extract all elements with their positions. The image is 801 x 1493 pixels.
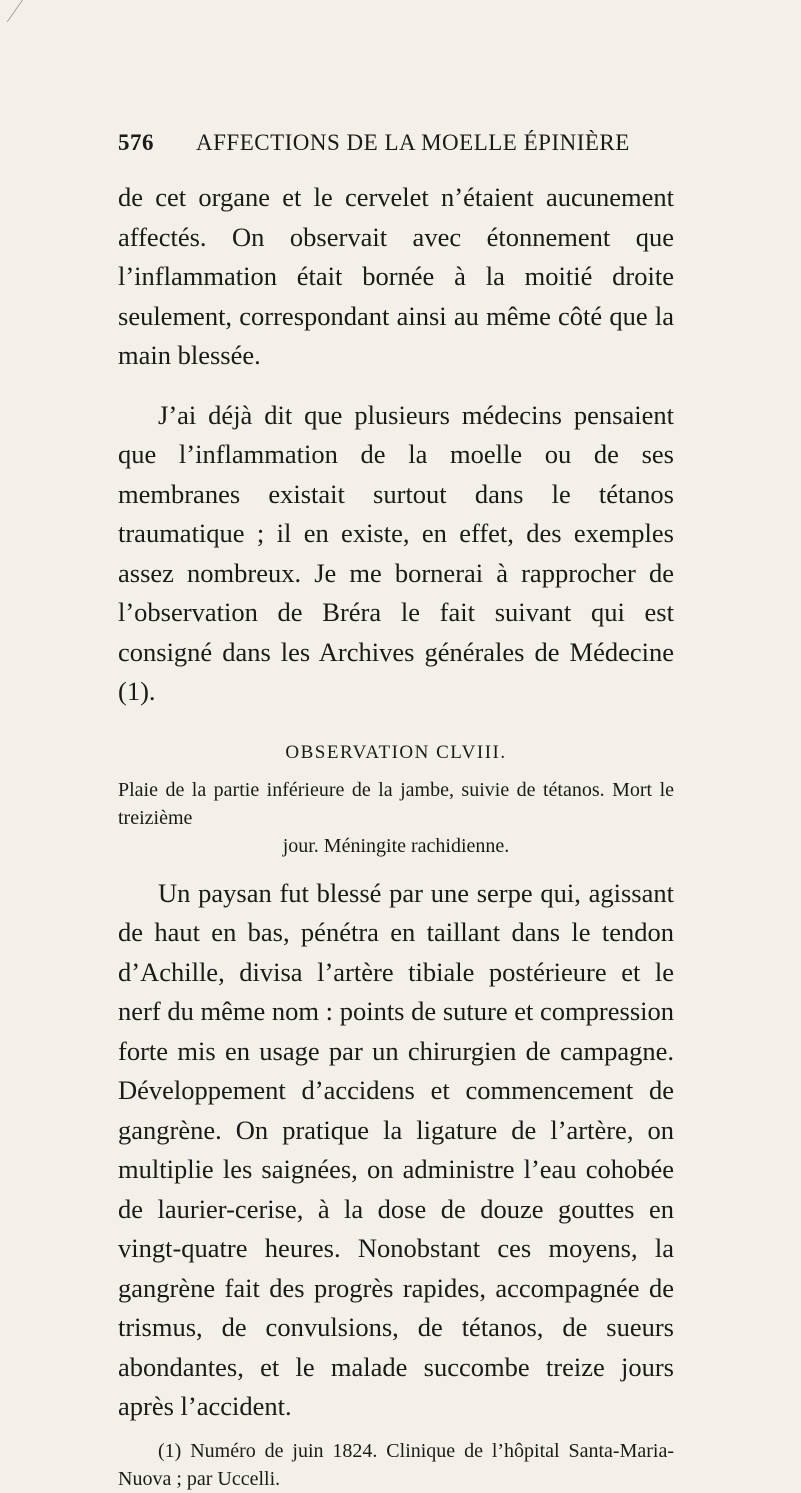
paragraph: J’ai déjà dit que plusieurs médecins pensaient que l’inflammation de la moelle ou de ses membranes existait surtout dans le tétanos traumatique ; il en existe, en effet, des exemples assez nombreux. Je me bornerai à rapprocher de l’observation de Bréra le fait suivant qui est consigné dans les Archives générales de Médecine (1). <box>118 399 674 706</box>
observation-title: OBSERVATION CLVIII. <box>285 741 507 763</box>
paragraph-continuation: de cet organe et le cervelet n’étaient aucunement affectés. On observait avec étonnement que l’inflammation était bornée à la moitié droite seulement, correspondant ainsi au même côté que la main blessée. <box>118 182 674 370</box>
page-number: 576 <box>118 130 154 155</box>
footnote: (1) Numéro de juin 1824. Clinique de l’hôpital Santa-Maria-Nuova ; par Uccelli. <box>118 1439 674 1490</box>
observation-summary <box>118 776 674 860</box>
paragraph: Un paysan fut blessé par une serpe qui, agissant de haut en bas, pénétra en taillant dans le tendon d’Achille, divisa l’artère tibiale postérieure et le nerf du même nom : points de suture et compression forte mis en usage par un chirurgien de campagne. Développement d’accidens et commencement de gangrène. On pratique la ligature de l’artère, on multiplie les saignées, on administre l’eau cohobée de laurier-cerise, à la dose de douze gouttes en vingt-quatre heures. Nonobstant ces moyens, la gangrène fait des progrès rapides, accompagnée de trismus, de convulsions, de tétanos, de sueurs abondantes, et le malade succombe treize jours après l’accident. <box>118 877 674 1421</box>
running-head: AFFECTIONS DE LA MOELLE ÉPINIÈRE <box>196 130 630 155</box>
page-header <box>118 130 678 160</box>
observation-summary-line: jour. Méningite rachidienne. <box>282 834 510 857</box>
observation-summary-line: Plaie de la partie inférieure de la jambe, suivie de tétanos. Mort le treizième <box>118 778 674 829</box>
page-corner-mark <box>0 0 23 22</box>
page-body <box>118 178 674 1493</box>
